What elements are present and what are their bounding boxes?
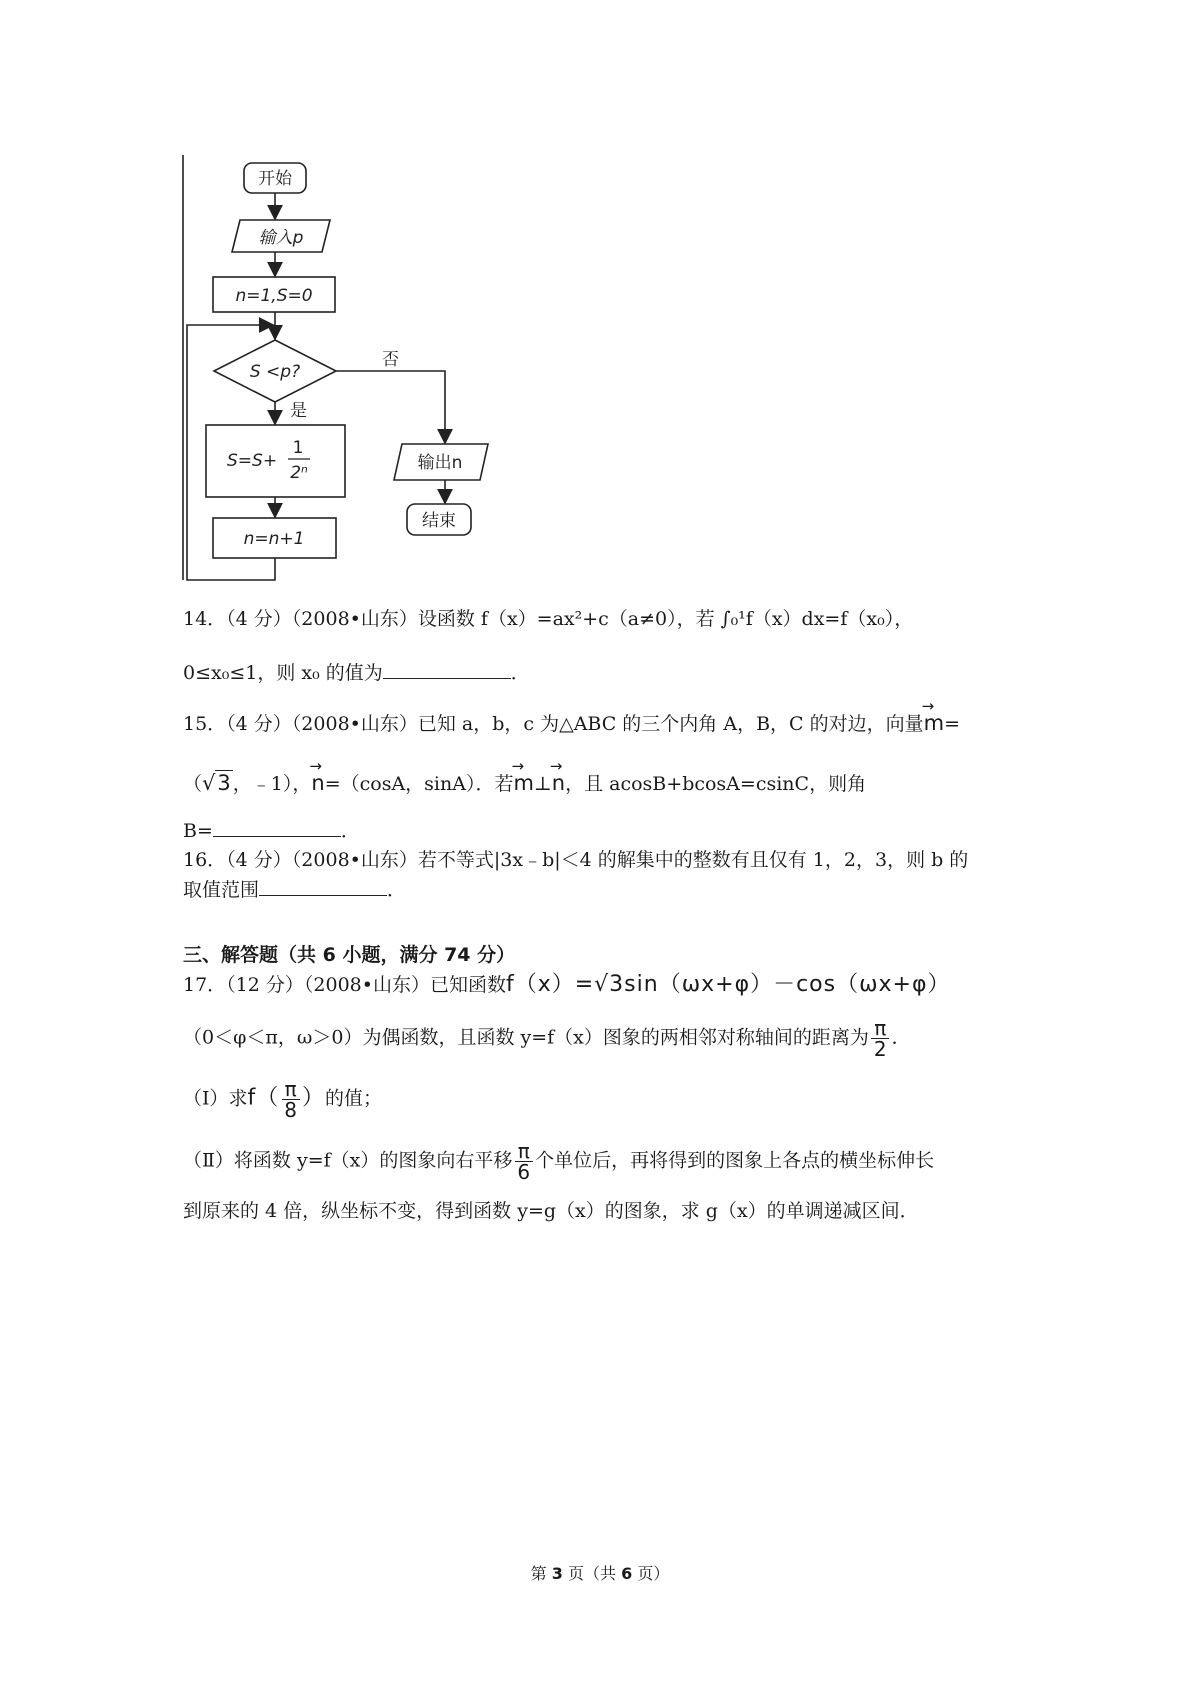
flowchart [0,0,520,600]
q17-part2-line2: 到原来的 4 倍，纵坐标不变，得到函数 y=g（x）的图象，求 g（x）的单调递减区间． [183,1200,919,1222]
output-label: 输出n [417,453,463,473]
frac-pi-2: $\frac{\pi}{2}$ [871,1018,890,1059]
vector-n-2: → n [552,770,565,796]
q17-line2 [183,1018,911,1059]
update-s-den: 2ⁿ [290,463,308,483]
part1-f: f（ [247,1085,280,1111]
q17-line1 [183,972,951,998]
perp-symbol: ⊥ [533,773,552,795]
footer-b: 页（共 [567,1564,616,1583]
input-label: 输入p [258,228,304,248]
update-n-label: n=n+1 [243,529,305,549]
vector-m: → m [924,710,944,736]
frac-pi-6: $\frac{\pi}{6}$ [514,1141,533,1182]
update-s-num: 1 [292,438,304,458]
decision-label: S <p? [249,362,301,382]
frac-pi-8: $\frac{\pi}{8}$ [281,1079,300,1120]
no-label: 否 [382,350,399,370]
start-label: 开始 [258,169,292,189]
q15-period: ． [340,820,360,842]
q16-text: 取值范围 [183,879,260,901]
q15-eq: = [944,713,960,735]
section-title: 三、解答题（共 6 小题，满分 74 分） [183,944,516,966]
q14-line2 [183,660,530,686]
end-label: 结束 [422,511,456,531]
q16-period: ． [387,879,407,901]
footer-c: 页） [637,1564,670,1583]
part1-text: 的值； [325,1087,383,1110]
q15-line1 [183,710,960,737]
q14-period: ． [510,662,530,684]
q15-text-c: =（cosA，sinA）．若 [324,773,514,795]
q17-part1 [183,1079,382,1120]
part1-close: ） [302,1085,326,1111]
q15-line3 [183,818,360,844]
q15-b-label: B= [183,820,213,842]
q17-part2 [183,1141,934,1182]
part1-label: （Ⅰ）求 [183,1087,248,1110]
q14-text: 0≤x₀≤1，则 x₀ 的值为 [183,662,383,684]
page-footer [0,1561,1200,1584]
part2-text-a: （Ⅱ）将函数 y=f（x）的图象向右平移 [183,1149,513,1172]
q17-formula: f（x）=√3sin（ωx+φ）－cos（ωx+φ） [505,972,951,997]
vector-m-2: → m [513,770,533,796]
q16-line2 [183,877,406,903]
q15-line2 [183,770,866,797]
footer-page: 3 [551,1564,563,1583]
q14-line1: 14．（4 分）（2008•山东）设函数 f（x）=ax²+c（a≠0），若 ∫₀¹f（x）dx=f（x₀）， [183,608,914,630]
init-label: n=1,S=0 [235,286,313,306]
update-s-label: S=S+ [227,451,278,471]
footer-a: 第 [530,1564,547,1583]
vector-n: → n [311,770,324,796]
q16-line1: 16．（4 分）（2008•山东）若不等式|3x﹣b|＜4 的解集中的整数有且仅有 1，2，3，则 b 的 [183,849,969,871]
part2-text-b: 个单位后，再将得到的图象上各点的横坐标伸长 [535,1149,935,1172]
answer-blank [383,660,511,679]
sqrt-3: √3 [202,771,231,795]
q17-period: ． [891,1026,911,1049]
q15-text: 15．（4 分）（2008•山东）已知 a，b，c 为△ABC 的三个内角 A，B，C 的对边，向量 [183,713,924,735]
footer-total: 6 [621,1564,633,1583]
yes-label: 是 [290,401,307,421]
q17-text: 17．（12 分）（2008•山东）已知函数 [183,974,506,996]
answer-blank [213,818,341,837]
answer-blank [259,877,387,896]
q17-condition: （0＜φ＜π，ω＞0）为偶函数，且函数 y=f（x）图象的两相邻对称轴间的距离为 [183,1026,869,1049]
q15-text-b: ，﹣1）， [232,773,312,795]
q15-text-d: ，且 acosB+bcosA=csinC，则角 [565,773,867,795]
q15-paren: （ [183,773,203,795]
